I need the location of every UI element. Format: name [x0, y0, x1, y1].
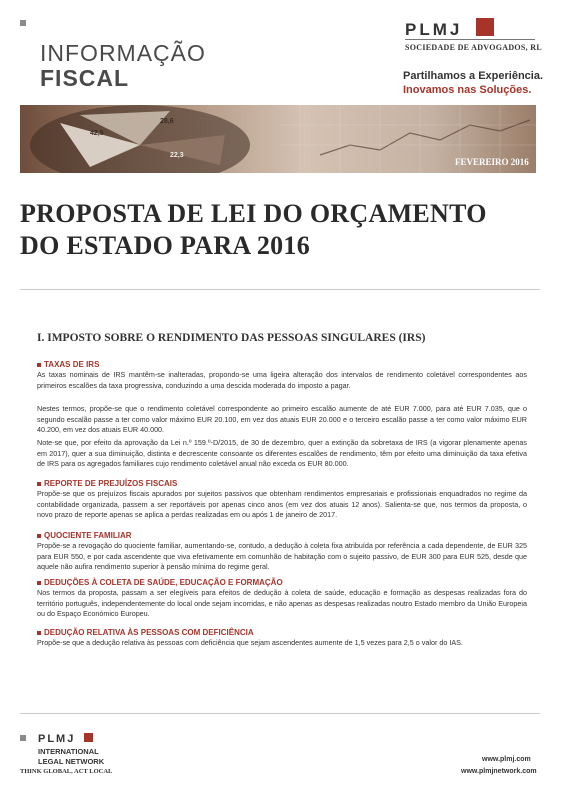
footer-logo-square-icon — [84, 733, 93, 742]
paragraph: Propõe-se que os prejuízos fiscais apurados por sujeitos passivos que obtenham rendimentos empresariais e profissionais enquadrados no regime da contabilidade organizada, passem a ser reportáveis por apenas cinco anos (em vez dos atuais 12 anos). Salienta-se que, nos termos da proposta, o novo prazo de reporte apenas se aplica a perdas realizadas em ou após 1 de janeiro de 2017. — [37, 489, 527, 520]
bullet-icon — [37, 581, 41, 585]
footer-divider — [20, 713, 540, 714]
chart-label-1: 42,5 — [90, 130, 104, 137]
tagline-line2: Inovamos nas Soluções. — [403, 84, 532, 96]
subsection-heading-reporte — [37, 479, 177, 488]
logo-square-icon — [476, 18, 494, 36]
subsection-heading-deducoes — [37, 578, 283, 587]
footer-logo: PLMJ — [38, 733, 76, 745]
bullet-icon — [37, 363, 41, 367]
subsection-heading-label: QUOCIENTE FAMILIAR — [44, 531, 132, 540]
plmj-logo: PLMJ — [405, 20, 463, 39]
subsection-heading-quociente — [37, 531, 132, 540]
bullet-icon — [37, 482, 41, 486]
footer-link-plmj[interactable]: www.plmj.com — [482, 756, 531, 763]
paragraph: Propõe-se que a dedução relativa às pessoas com deficiência que sejam ascendentes aumente de 1,5 vezes para 2,5 o valor do IAS. — [37, 638, 463, 647]
footer-network-line2: LEGAL NETWORK — [38, 757, 105, 766]
footer-slogan: THINK GLOBAL, ACT LOCAL — [20, 768, 113, 775]
subsection-heading-label: TAXAS DE IRS — [44, 360, 100, 369]
bullet-icon — [37, 631, 41, 635]
page-title — [20, 198, 540, 262]
subsection-heading-taxas — [37, 360, 99, 369]
paragraph: Nestes termos, propõe-se que o rendimento coletável correspondente ao primeiro escalão aumente de até EUR 7.000, para até EUR 7.035, que o segundo escalão passe a ter como valor máximo EUR 20.100, em vez dos atuais EUR 20.000 e o terceiro escalão passe a ter como valor máximo EUR 40.200, em vez dos atuais EUR 40.000. — [37, 404, 527, 435]
subsection-heading-deficiencia — [37, 628, 254, 637]
bullet-icon — [37, 534, 41, 538]
subsection-heading-label: DEDUÇÕES À COLETA DE SAÚDE, EDUCAÇÃO E FORMAÇÃO — [44, 578, 283, 587]
page-title-line2: DO ESTADO PARA 2016 — [20, 231, 311, 260]
newsletter-title-line1: INFORMAÇÃO — [40, 40, 206, 66]
corner-mark — [20, 20, 26, 26]
tagline-line1: Partilhamos a Experiência. — [403, 70, 544, 82]
newsletter-title — [40, 42, 206, 90]
newsletter-title-line2: FISCAL — [40, 65, 130, 91]
footer-link-plmjnetwork[interactable]: www.plmjnetwork.com — [461, 768, 537, 775]
paragraph: As taxas nominais de IRS mantêm-se inalteradas, propondo-se uma ligeira alteração dos intervalos de rendimento coletável correspondentes aos primeiros escalões da taxa progressiva, conduzindo a uma descida moderada do imposto a pagar. — [37, 370, 527, 390]
subsection-heading-label: REPORTE DE PREJUÍZOS FISCAIS — [44, 479, 178, 488]
footer-network-line1: INTERNATIONAL — [38, 747, 99, 756]
section-heading: I. IMPOSTO SOBRE O RENDIMENTO DAS PESSOAS SINGULARES (IRS) — [37, 332, 426, 344]
title-divider — [20, 289, 540, 290]
issue-date: FEVEREIRO 2016 — [455, 157, 529, 167]
paragraph: Propõe-se a revogação do quociente familiar, aumentando-se, contudo, a dedução à coleta fixa atribuída por referência a cada dependente, de EUR 325 para EUR 550, e por cada ascendente que viva efetivamente em comunhão de habitação com o sujeito passivo, de EUR 300 para EUR 525, desde que aquele não aufira rendimento superior à pensão mínima do regime geral. — [37, 541, 527, 572]
logo-divider — [405, 39, 535, 40]
paragraph: Note-se que, por efeito da aprovação da Lei n.º 159.º-D/2015, de 30 de dezembro, quer a extinção da sobretaxa de IRS (a vigorar plenamente apenas em 2017), quer a sua diminuição, distinta e decrescente consoante os diferentes escalões de rendimento, têm por efeito uma diminuição da taxa efetiva de IRS para os agregados familiares cujo rendimento coletável anual não exceda os EUR 80.000. — [37, 438, 527, 469]
chart-label-3: 22,3 — [170, 152, 184, 159]
footer-mark — [20, 735, 26, 741]
subsection-heading-label: DEDUÇÃO RELATIVA ÀS PESSOAS COM DEFICIÊNCIA — [44, 628, 254, 637]
page-title-line1: PROPOSTA DE LEI DO ORÇAMENTO — [20, 199, 487, 228]
chart-label-2: 28,6 — [160, 118, 174, 125]
logo-subtitle: SOCIEDADE DE ADVOGADOS, RL — [405, 43, 542, 52]
paragraph: Nos termos da proposta, passam a ser elegíveis para efeitos de dedução à coleta de saúde, educação e formação as despesas realizadas fora do território português, independentemente do local onde sejam incorridas, e não apenas as despesas realizadas noutro Estado membro da União Europeia ou do Espaço Económico Europeu. — [37, 588, 527, 619]
